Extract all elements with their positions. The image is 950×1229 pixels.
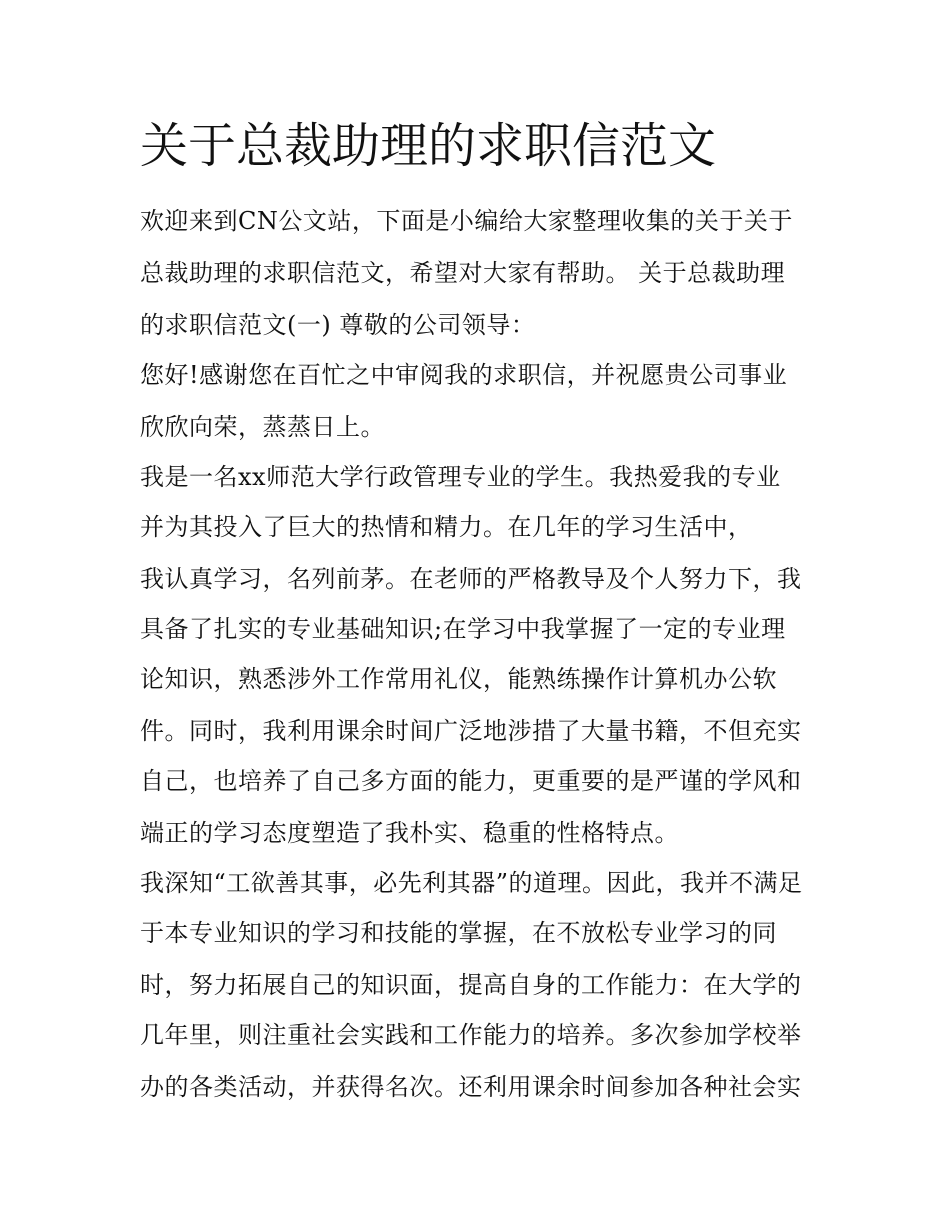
paragraph-line: 我认真学习，名列前茅。在老师的严格教导及个人努力下，我 bbox=[140, 565, 802, 593]
paragraph-line: 办的各类活动，并获得名次。还利用课余时间参加各种社会实 bbox=[140, 1073, 802, 1101]
paragraph-line: 欢迎来到CN公文站，下面是小编给大家整理收集的关于关于 bbox=[140, 207, 793, 235]
page-title: 关于总裁助理的求职信范文 bbox=[140, 118, 717, 174]
paragraph-line: 的求职信范文(一) 尊敬的公司领导： bbox=[140, 311, 536, 339]
paragraph-line: 我是一名xx师范大学行政管理专业的学生。我热爱我的专业 bbox=[140, 463, 781, 491]
paragraph-line: 总裁助理的求职信范文，希望对大家有帮助。 关于总裁助理 bbox=[140, 259, 786, 287]
paragraph-line: 欣欣向荣，蒸蒸日上。 bbox=[140, 413, 385, 441]
paragraph-line: 几年里，则注重社会实践和工作能力的培养。多次参加学校举 bbox=[140, 1021, 802, 1049]
paragraph-line: 并为其投入了巨大的热情和精力。在几年的学习生活中， bbox=[140, 513, 753, 541]
paragraph-line: 时，努力拓展自己的知识面，提高自身的工作能力：在大学的 bbox=[140, 971, 802, 999]
paragraph-line: 论知识，熟悉涉外工作常用礼仪，能熟练操作计算机办公软 bbox=[140, 665, 777, 693]
paragraph-line: 我深知“工欲善其事，必先利其器”的道理。因此，我并不满足 bbox=[140, 869, 803, 897]
paragraph-line: 于本专业知识的学习和技能的掌握，在不放松专业学习的同 bbox=[140, 919, 777, 947]
paragraph-line: 端正的学习态度塑造了我朴实、稳重的性格特点。 bbox=[140, 819, 679, 847]
paragraph-line: 自己，也培养了自己多方面的能力，更重要的是严谨的学风和 bbox=[140, 767, 802, 795]
paragraph-line: 件。同时，我利用课余时间广泛地涉措了大量书籍，不但充实 bbox=[140, 717, 802, 745]
paragraph-line: 您好!感谢您在百忙之中审阅我的求职信，并祝愿贵公司事业 bbox=[140, 361, 788, 389]
paragraph-line: 具备了扎实的专业基础知识;在学习中我掌握了一定的专业理 bbox=[140, 615, 786, 643]
